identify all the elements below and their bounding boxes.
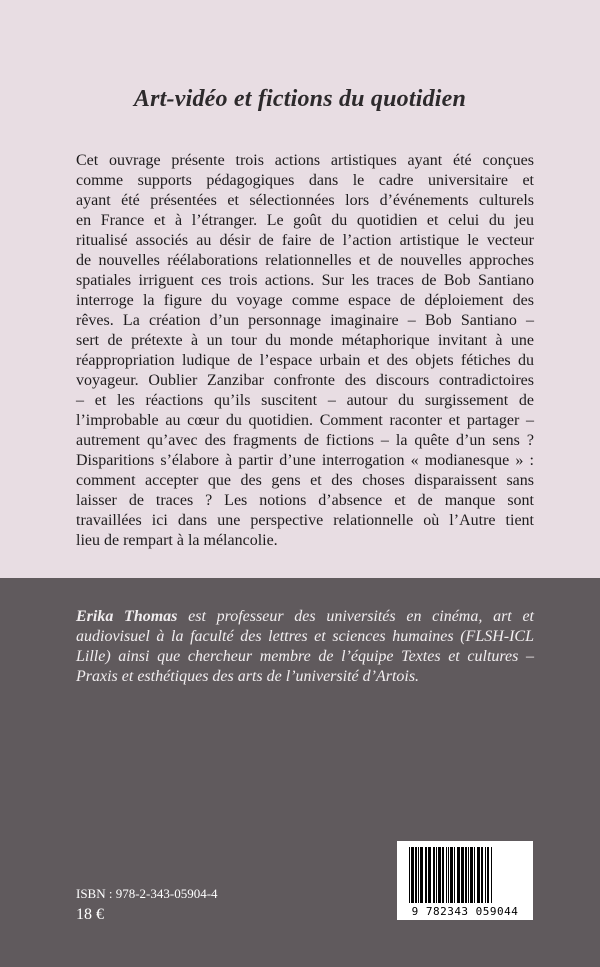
barcode-bar bbox=[442, 847, 444, 903]
barcode-bar bbox=[438, 847, 441, 903]
summary-line: travaillées ici dans une perspective relationnelle où l’Autre tient bbox=[76, 512, 534, 529]
barcode-bar bbox=[470, 847, 473, 903]
author-bio bbox=[76, 607, 534, 687]
summary-line: lieu de rempart à la mélancolie. bbox=[76, 532, 278, 549]
barcode-bar bbox=[411, 847, 414, 903]
bio-line: audiovisuel à la faculté des lettres et sciences humaines (FLSH-ICL bbox=[76, 628, 534, 645]
barcode-bar bbox=[409, 847, 410, 903]
summary-line: réappropriation ludique de l’espace urbain et des objets fétiches du bbox=[76, 352, 534, 369]
barcode-bar bbox=[481, 847, 483, 903]
summary-line: autrement qu’avec des fragments de fictions – la quête d’un sens ? bbox=[76, 432, 534, 449]
bio-line-text: est professeur des universités en cinéma, art et bbox=[177, 608, 535, 625]
barcode-bar bbox=[433, 847, 435, 903]
barcode-bar bbox=[454, 847, 455, 903]
bio-line: Praxis et esthétiques des arts de l’université d’Artois. bbox=[76, 668, 420, 685]
barcode-bar bbox=[446, 847, 447, 903]
barcode-bar bbox=[485, 847, 486, 903]
summary-line: l’improbable au cœur du quotidien. Comment raconter et partager – bbox=[76, 412, 534, 429]
summary-line: rêves. La création d’un personnage imaginaire – Bob Santiano – bbox=[76, 312, 534, 329]
summary-line: voyageur. Oublier Zanzibar confronte des discours contradictoires bbox=[76, 372, 534, 389]
summary-line: ritualisé associés au désir de faire de l’action artistique le vecteur bbox=[76, 232, 534, 249]
summary-line: comme supports pédagogiques dans le cadre universitaire et bbox=[76, 172, 534, 189]
barcode-bar bbox=[487, 847, 489, 903]
book-title: Art-vidéo et fictions du quotidien bbox=[133, 86, 467, 112]
barcode-bar bbox=[474, 847, 475, 903]
author-name: Erika Thomas bbox=[76, 608, 178, 625]
barcode-bar bbox=[461, 847, 464, 903]
barcode-bar bbox=[491, 847, 492, 903]
summary-line: – et les réactions qu’ils suscitent – autour du surgissement de bbox=[76, 392, 534, 409]
barcode-bar bbox=[465, 847, 467, 903]
barcode-bar bbox=[457, 847, 460, 903]
isbn: ISBN : 978-2-343-05904-4 bbox=[76, 886, 218, 901]
barcode-bar bbox=[428, 847, 431, 903]
summary-line: en France et à l’étranger. Le goût du quotidien et celui du jeu bbox=[76, 212, 534, 229]
bio-line: Lille) ainsi que chercheur membre de l’équipe Textes et cultures – bbox=[76, 648, 534, 665]
barcode-bar bbox=[477, 847, 480, 903]
summary-line: de nouvelles réélaborations relationnelles et de nouvelles approches bbox=[76, 252, 534, 269]
barcode-bar bbox=[418, 847, 419, 903]
barcode-bar bbox=[436, 847, 437, 903]
summary-text bbox=[76, 151, 534, 551]
summary-line: laisser de traces ? Les notions d’absence et de manque sont bbox=[76, 492, 534, 509]
barcode-bar bbox=[420, 847, 423, 903]
barcode-bar bbox=[468, 847, 469, 903]
barcode-bars bbox=[397, 841, 533, 907]
barcode-bar bbox=[448, 847, 449, 903]
barcode-bar bbox=[425, 847, 427, 903]
summary-line: spatiales irriguent ces trois actions. Sur les traces de Bob Santiano bbox=[76, 272, 534, 289]
summary-line: sert de prétexte à un tour du monde métaphorique invitant à une bbox=[76, 332, 534, 349]
summary-line: ayant été présentées et sélectionnées lors d’événements culturels bbox=[76, 192, 534, 209]
barcode bbox=[397, 841, 533, 920]
summary-line: Cet ouvrage présente trois actions artistiques ayant été conçues bbox=[76, 152, 534, 169]
summary-line: Disparitions s’élabore à partir d’une interrogation « modianesque » : bbox=[76, 452, 534, 469]
bio-line bbox=[76, 607, 534, 627]
summary-line: comment accepter que des gens et des choses disparaissent sans bbox=[76, 472, 534, 489]
price: 18 € bbox=[76, 906, 104, 923]
barcode-number: 9 782343 059044 bbox=[411, 905, 519, 918]
barcode-bar bbox=[450, 847, 453, 903]
barcode-bar bbox=[415, 847, 417, 903]
summary-line: interroge la figure du voyage comme espace de déploiement des bbox=[76, 292, 534, 309]
